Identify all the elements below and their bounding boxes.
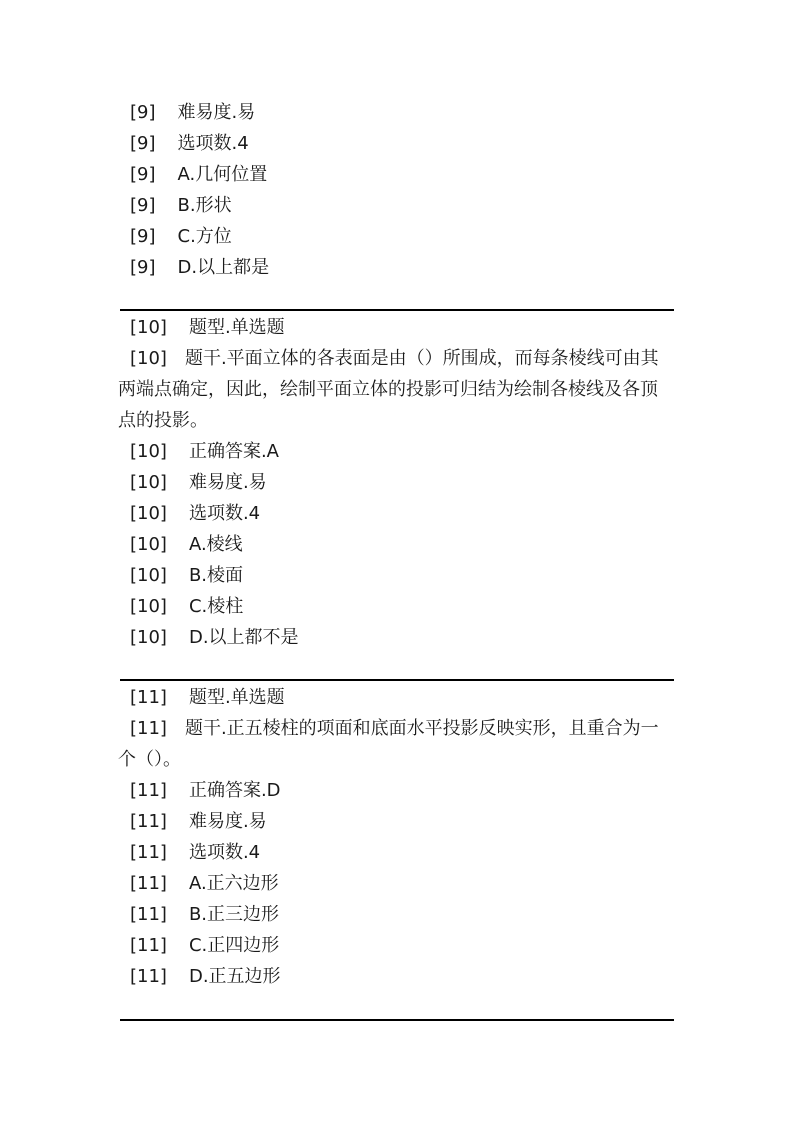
stem-text: 题干.正五棱柱的项面和底面水平投影反映实形，且重合为一个（）。 bbox=[118, 718, 659, 770]
question-tag: [11] bbox=[130, 780, 167, 801]
divider-rule bbox=[120, 309, 674, 311]
question-tag: [11] bbox=[130, 687, 167, 708]
question-tag: [10] bbox=[130, 596, 167, 617]
question-tag: [10] bbox=[130, 317, 167, 338]
question-tag: [11] bbox=[130, 842, 167, 863]
question-tag: [10] bbox=[130, 472, 167, 493]
question-tag: [11] bbox=[130, 873, 167, 894]
question-tag: [10] bbox=[130, 348, 167, 369]
question-10-block bbox=[118, 312, 674, 653]
stem-text: 题干.平面立体的各表面是由（）所围成，而每条棱线可由其两端点确定，因此，绘制平面立体的投影可归结为绘制各棱线及各顶点的投影。 bbox=[118, 348, 659, 431]
q10-option-b bbox=[118, 560, 674, 591]
q9-option-c bbox=[118, 221, 674, 252]
line-text: A.棱线 bbox=[188, 534, 243, 555]
q11-option-c bbox=[118, 930, 674, 961]
q10-answer bbox=[118, 436, 674, 467]
q9-difficulty bbox=[118, 97, 674, 128]
question-tag: [9] bbox=[130, 226, 156, 247]
q9-option-b bbox=[118, 190, 674, 221]
q11-difficulty bbox=[118, 806, 674, 837]
line-text: 难易度.易 bbox=[188, 472, 267, 493]
divider-rule bbox=[120, 1019, 674, 1021]
line-text: 选项数.4 bbox=[188, 503, 261, 524]
line-text: A.几何位置 bbox=[177, 164, 268, 185]
question-tag: [9] bbox=[130, 195, 156, 216]
q11-option-a bbox=[118, 868, 674, 899]
line-text: 难易度.易 bbox=[188, 811, 267, 832]
divider-rule bbox=[120, 679, 674, 681]
q10-option-c bbox=[118, 591, 674, 622]
line-text: 选项数.4 bbox=[188, 842, 261, 863]
question-tag: [9] bbox=[130, 102, 156, 123]
line-text: D.正五边形 bbox=[188, 966, 281, 987]
q9-option-a bbox=[118, 159, 674, 190]
q10-stem bbox=[118, 343, 674, 436]
line-text: D.以上都不是 bbox=[188, 627, 299, 648]
line-text: 选项数.4 bbox=[177, 133, 249, 154]
q11-stem bbox=[118, 713, 674, 775]
question-tag: [10] bbox=[130, 441, 167, 462]
question-tag: [11] bbox=[130, 904, 167, 925]
q11-option-d bbox=[118, 961, 674, 992]
q11-answer bbox=[118, 775, 674, 806]
q9-option-count bbox=[118, 128, 674, 159]
line-text: 题型.单选题 bbox=[188, 317, 285, 338]
question-9-block bbox=[118, 97, 674, 283]
question-tag: [11] bbox=[130, 966, 167, 987]
line-text: C.棱柱 bbox=[188, 596, 244, 617]
question-tag: [9] bbox=[130, 164, 156, 185]
q10-option-d bbox=[118, 622, 674, 653]
line-text: D.以上都是 bbox=[177, 257, 270, 278]
question-tag: [11] bbox=[130, 811, 167, 832]
question-tag: [10] bbox=[130, 503, 167, 524]
q10-type bbox=[118, 312, 674, 343]
q10-option-a bbox=[118, 529, 674, 560]
line-text: B.形状 bbox=[177, 195, 232, 216]
line-text: A.正六边形 bbox=[188, 873, 279, 894]
question-tag: [10] bbox=[130, 565, 167, 586]
line-text: 题型.单选题 bbox=[188, 687, 285, 708]
q9-option-d bbox=[118, 252, 674, 283]
question-11-block bbox=[118, 682, 674, 992]
question-tag: [10] bbox=[130, 627, 167, 648]
line-text: 难易度.易 bbox=[177, 102, 256, 123]
line-text: C.方位 bbox=[177, 226, 232, 247]
question-tag: [10] bbox=[130, 534, 167, 555]
q10-difficulty bbox=[118, 467, 674, 498]
question-tag: [9] bbox=[130, 257, 156, 278]
question-tag: [11] bbox=[130, 935, 167, 956]
q11-option-count bbox=[118, 837, 674, 868]
line-text: 正确答案.A bbox=[188, 441, 279, 462]
q10-option-count bbox=[118, 498, 674, 529]
line-text: B.正三边形 bbox=[188, 904, 280, 925]
line-text: B.棱面 bbox=[188, 565, 244, 586]
q11-option-b bbox=[118, 899, 674, 930]
line-text: 正确答案.D bbox=[188, 780, 281, 801]
question-tag: [11] bbox=[130, 718, 167, 739]
q11-type bbox=[118, 682, 674, 713]
question-tag: [9] bbox=[130, 133, 156, 154]
line-text: C.正四边形 bbox=[188, 935, 280, 956]
